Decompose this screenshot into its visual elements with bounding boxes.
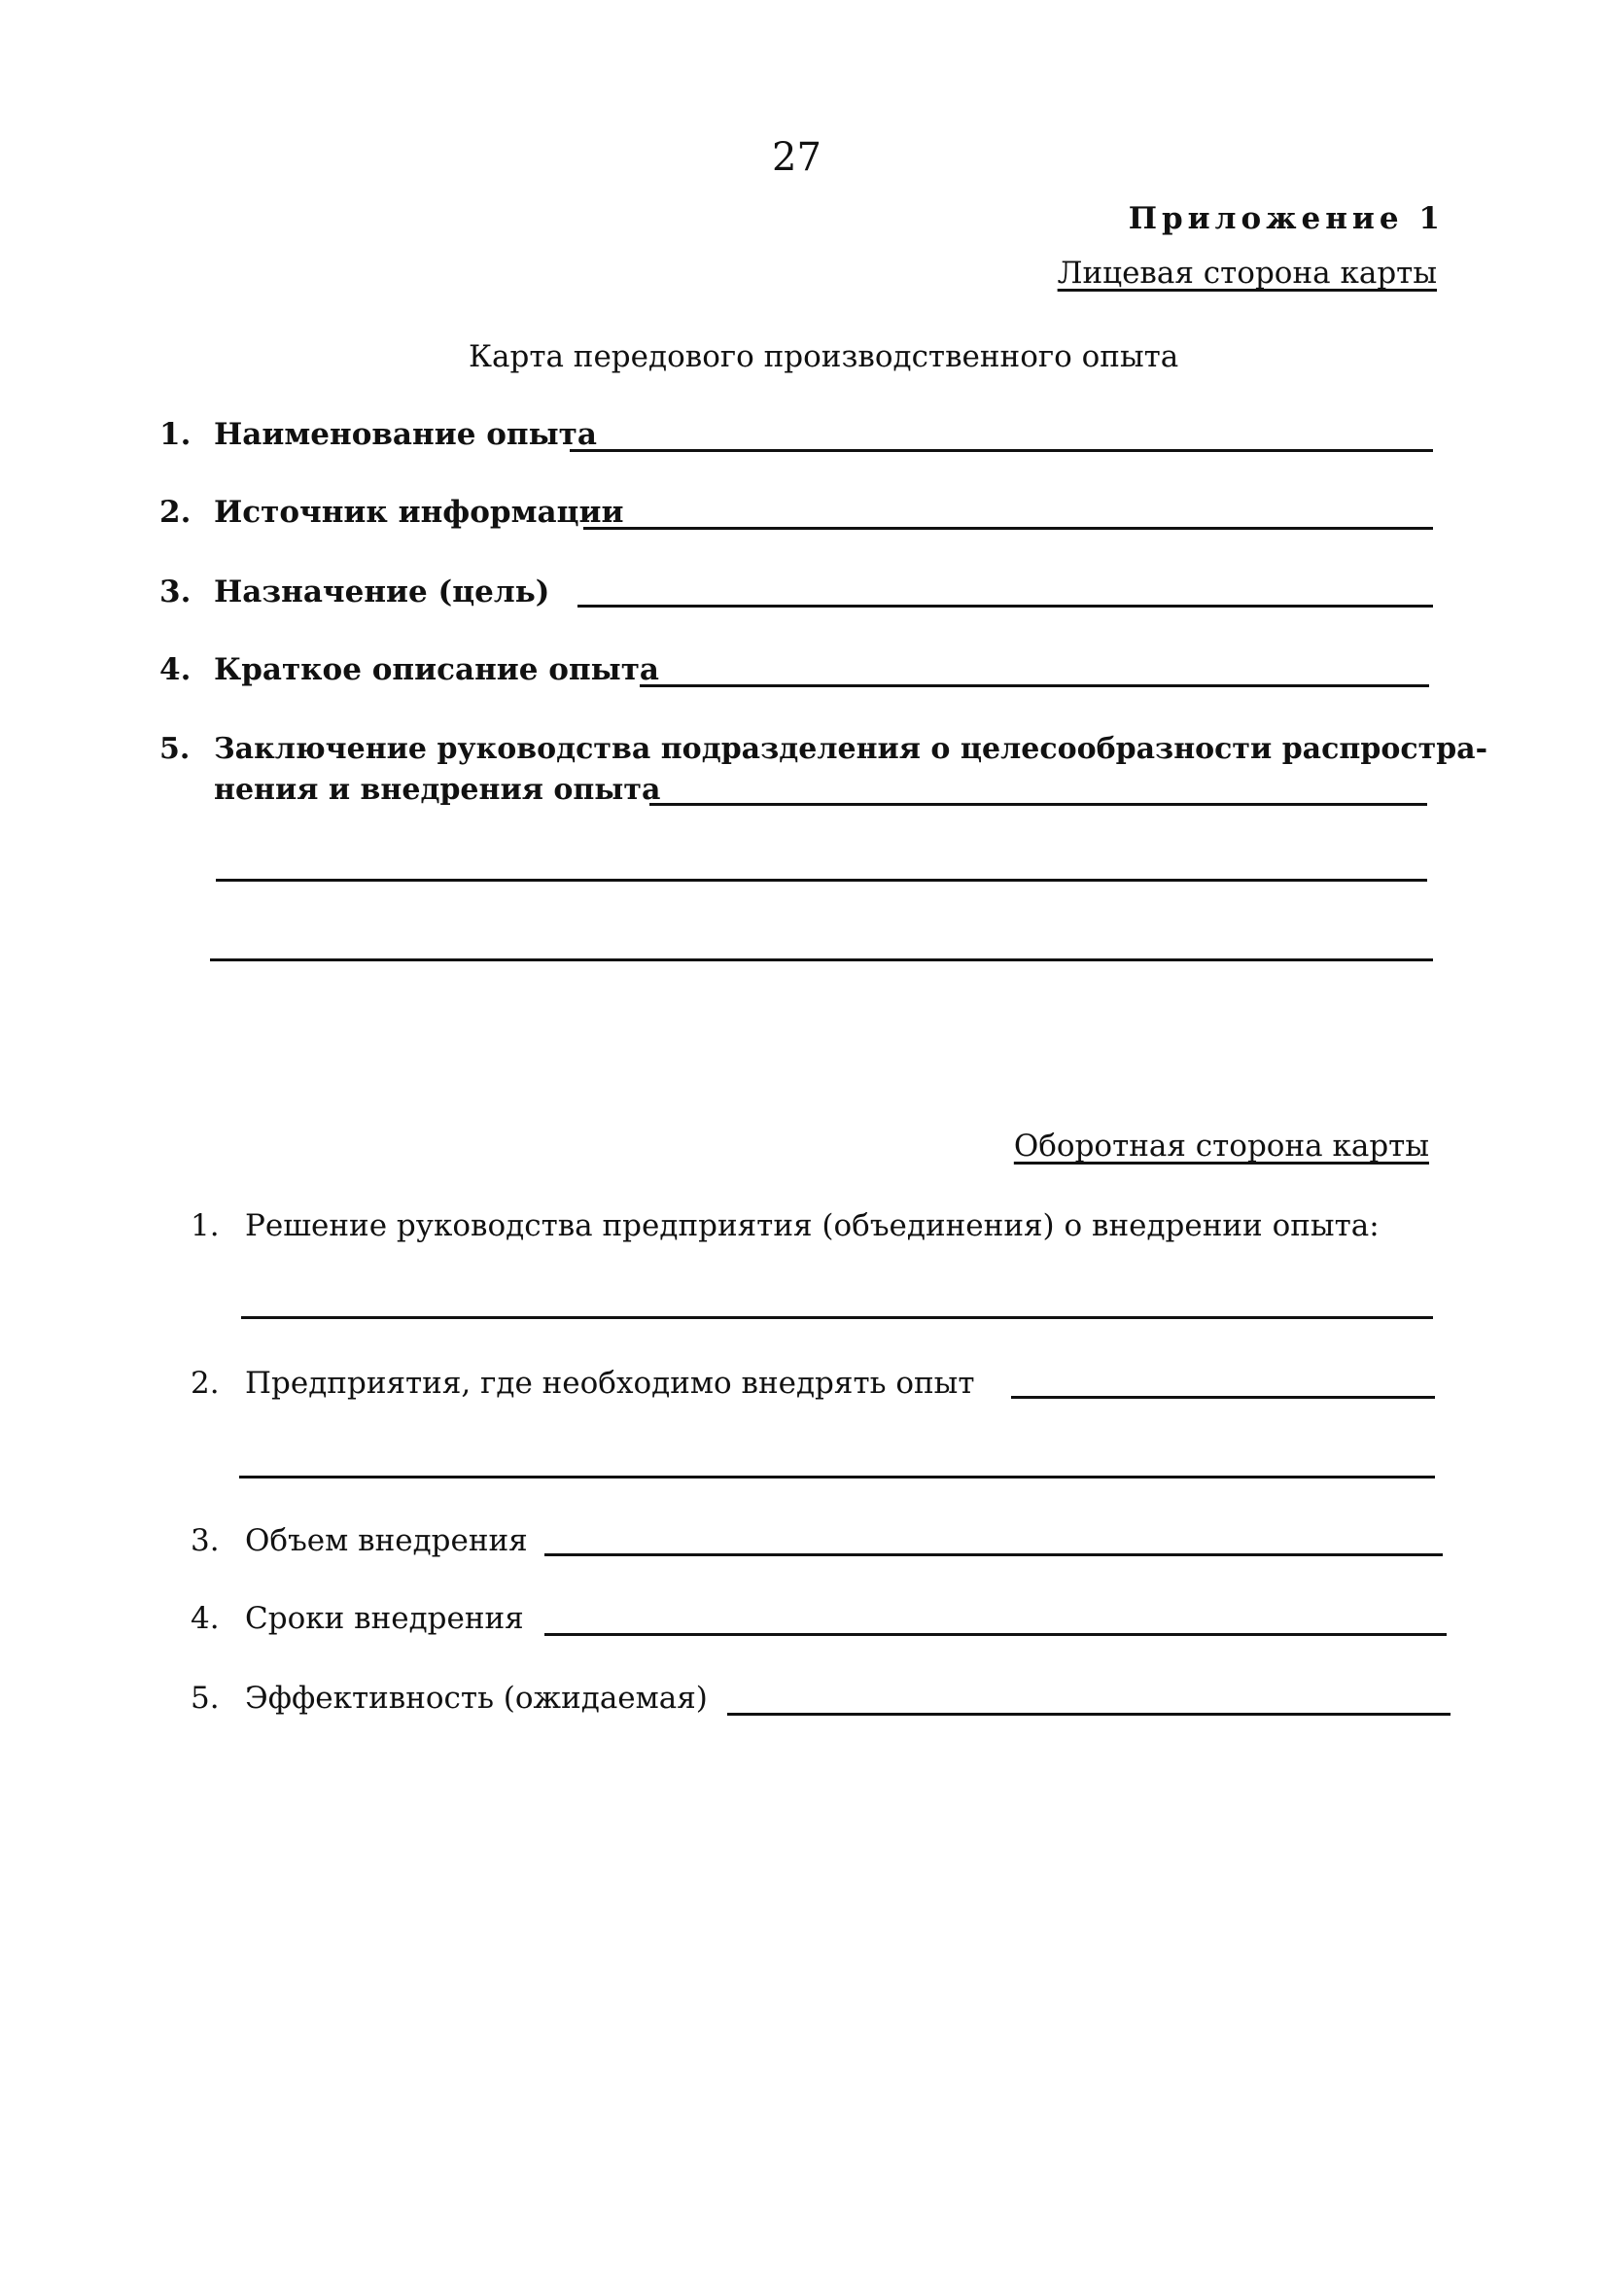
item-number: 4. [159, 652, 192, 687]
front-side-label: Лицевая сторона карты [1057, 256, 1437, 291]
front-item-1 [159, 416, 597, 453]
back-item-1 [191, 1207, 1380, 1244]
fill-line[interactable] [544, 1553, 1443, 1556]
back-item-4 [191, 1600, 524, 1637]
item-number: 2. [159, 495, 192, 530]
front-item-5-continuation: нения и внедрения опыта [214, 773, 661, 807]
item-number: 4. [191, 1601, 220, 1636]
item-label: Решение руководства предприятия (объединения) о внедрении опыта: [245, 1208, 1380, 1243]
fill-line[interactable] [1011, 1396, 1435, 1399]
item-label: Источник информации [214, 495, 624, 530]
page-number: 27 [772, 135, 821, 180]
item-label: Наименование опыта [214, 417, 597, 452]
front-item-3 [159, 574, 549, 610]
fill-line[interactable] [727, 1713, 1451, 1716]
item-number: 2. [191, 1366, 220, 1401]
item-label: Эффективность (ожидаемая) [245, 1681, 708, 1716]
item-label: Заключение руководства подразделения о целесообразности распростра- [214, 732, 1488, 766]
fill-line[interactable] [570, 449, 1433, 452]
item-number: 3. [159, 574, 192, 609]
item-label: Краткое описание опыта [214, 652, 660, 687]
item-number: 1. [159, 417, 192, 452]
item-number: 5. [191, 1681, 220, 1716]
fill-line[interactable] [583, 527, 1433, 530]
item-label: Назначение (цель) [214, 574, 550, 609]
card-title: Карта передового производственного опыта [469, 339, 1179, 374]
fill-line[interactable] [577, 605, 1433, 608]
fill-line[interactable] [216, 879, 1427, 882]
back-item-3 [191, 1522, 528, 1559]
appendix-label: Приложение 1 [1128, 201, 1445, 236]
item-number: 3. [191, 1523, 220, 1558]
back-side-label: Оборотная сторона карты [1013, 1129, 1429, 1164]
item-label: Объем внедрения [245, 1523, 528, 1558]
item-label: Сроки внедрения [245, 1601, 524, 1636]
item-number: 5. [159, 732, 191, 766]
item-number: 1. [191, 1208, 220, 1243]
fill-line[interactable] [239, 1476, 1435, 1478]
front-item-5 [159, 731, 1487, 768]
front-item-4 [159, 651, 659, 688]
fill-line[interactable] [640, 684, 1429, 687]
item-label: Предприятия, где необходимо внедрять опыт [245, 1366, 975, 1401]
fill-line[interactable] [210, 958, 1433, 961]
fill-line[interactable] [544, 1633, 1447, 1636]
back-item-5 [191, 1680, 708, 1717]
fill-line[interactable] [649, 803, 1427, 806]
front-item-2 [159, 494, 624, 531]
fill-line[interactable] [241, 1316, 1433, 1319]
back-item-2 [191, 1365, 974, 1402]
